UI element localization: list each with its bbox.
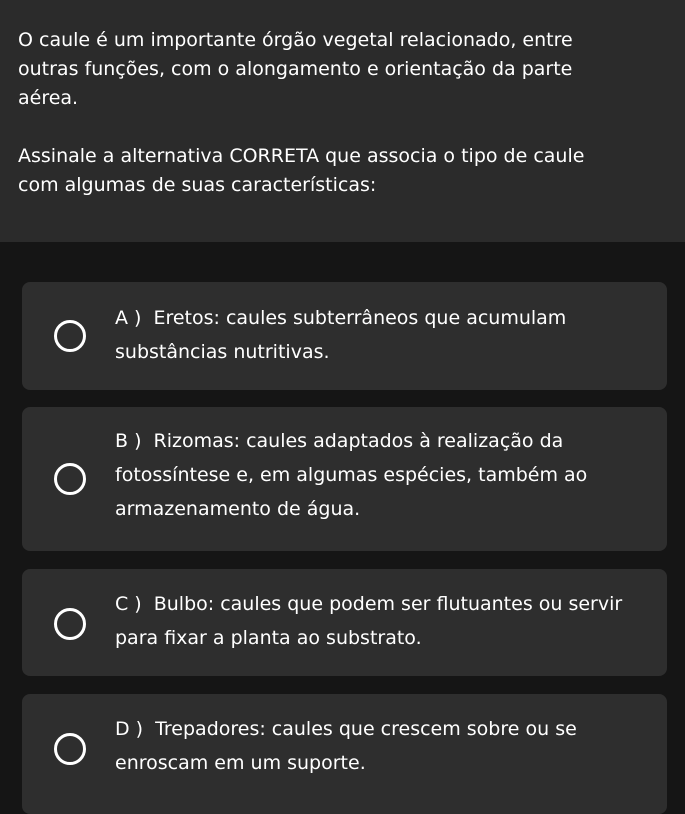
option-d[interactable]: [22, 694, 667, 814]
option-c[interactable]: [22, 569, 667, 676]
option-a[interactable]: [22, 282, 667, 390]
question-intro-text: O caule é um importante órgão vegetal relacionado, entre outras funções, com o alongamento e orientação da parte aérea.: [18, 29, 573, 109]
option-c-text: [115, 587, 653, 655]
radio-circle-icon[interactable]: [54, 733, 86, 765]
option-a-letter: A ): [115, 307, 142, 329]
option-c-letter: C ): [115, 593, 142, 615]
question-instruction-text: Assinale a alternativa CORRETA que associa o tipo de caule com algumas de suas características:: [18, 145, 585, 196]
option-d-letter: D ): [115, 718, 144, 740]
radio-circle-icon[interactable]: [54, 463, 86, 495]
option-d-text: [115, 712, 653, 780]
option-b-label: Rizomas: caules adaptados à realização da fotossíntese e, em algumas espécies, também ao armazenamento de água.: [115, 430, 588, 520]
option-a-label: Eretos: caules subterrâneos que acumulam substâncias nutritivas.: [115, 307, 567, 363]
radio-circle-icon[interactable]: [54, 320, 86, 352]
option-b[interactable]: [22, 407, 667, 551]
option-b-text: [115, 424, 653, 526]
option-c-label: Bulbo: caules que podem ser flutuantes ou servir para fixar a planta ao substrato.: [115, 593, 623, 649]
radio-circle-icon[interactable]: [54, 608, 86, 640]
option-b-letter: B ): [115, 430, 142, 452]
option-d-label: Trepadores: caules que crescem sobre ou se enroscam em um suporte.: [115, 718, 577, 774]
question-panel: [0, 0, 685, 242]
option-a-text: [115, 301, 653, 369]
